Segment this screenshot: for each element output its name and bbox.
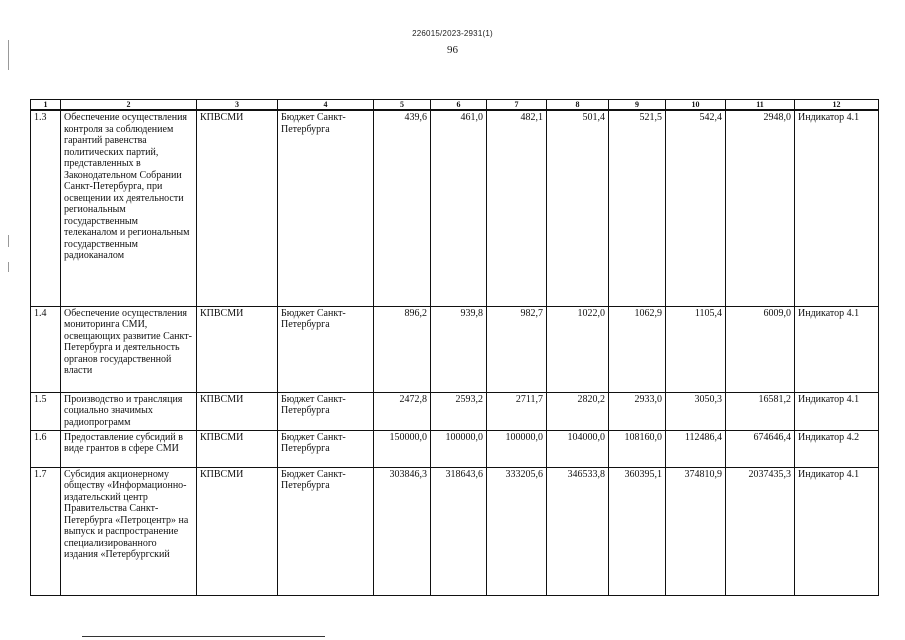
indicator: Индикатор 4.1 (795, 110, 879, 306)
budget-table (30, 99, 879, 596)
funding-value: 2472,8 (374, 392, 431, 430)
indicator: Индикатор 4.2 (795, 430, 879, 467)
funding-value: 2820,2 (547, 392, 609, 430)
funding-value: 150000,0 (374, 430, 431, 467)
funding-value: 501,4 (547, 110, 609, 306)
funding-value: 2711,7 (487, 392, 547, 430)
column-number: 11 (726, 100, 795, 111)
funding-value: 333205,6 (487, 467, 547, 595)
funding-source: Бюджет Санкт-Петербурга (278, 110, 374, 306)
table-row (31, 392, 879, 430)
activity-name: Субсидия акционерному обществу «Информационно-издательский центр Правительства Санкт-Петербурга «Петроцентр» на выпуск и распространение специализированного издания «Петербургский (61, 467, 197, 595)
funding-source: Бюджет Санкт-Петербурга (278, 467, 374, 595)
funding-value: 439,6 (374, 110, 431, 306)
row-index: 1.7 (31, 467, 61, 595)
funding-value: 982,7 (487, 306, 547, 392)
funding-source: Бюджет Санкт-Петербурга (278, 430, 374, 467)
funding-value: 1022,0 (547, 306, 609, 392)
funding-value: 346533,8 (547, 467, 609, 595)
funding-source: Бюджет Санкт-Петербурга (278, 392, 374, 430)
funding-value: 360395,1 (609, 467, 666, 595)
row-index: 1.6 (31, 430, 61, 467)
funding-value: 461,0 (431, 110, 487, 306)
funding-value: 100000,0 (431, 430, 487, 467)
indicator: Индикатор 4.1 (795, 467, 879, 595)
funding-value: 2948,0 (726, 110, 795, 306)
column-number: 6 (431, 100, 487, 111)
row-index: 1.5 (31, 392, 61, 430)
funding-value: 1105,4 (666, 306, 726, 392)
scan-mark (8, 262, 9, 272)
scan-mark (8, 40, 9, 70)
table-row (31, 430, 879, 467)
funding-value: 108160,0 (609, 430, 666, 467)
column-number: 3 (197, 100, 278, 111)
column-number: 9 (609, 100, 666, 111)
funding-value: 303846,3 (374, 467, 431, 595)
activity-name: Производство и трансляция социально значимых радиопрограмм (61, 392, 197, 430)
funding-value: 104000,0 (547, 430, 609, 467)
funding-value: 674646,4 (726, 430, 795, 467)
indicator: Индикатор 4.1 (795, 392, 879, 430)
column-number: 10 (666, 100, 726, 111)
funding-value: 542,4 (666, 110, 726, 306)
funding-value: 318643,6 (431, 467, 487, 595)
column-number: 12 (795, 100, 879, 111)
executor: КПВСМИ (197, 467, 278, 595)
column-number-row (31, 100, 879, 111)
funding-value: 100000,0 (487, 430, 547, 467)
funding-value: 3050,3 (666, 392, 726, 430)
indicator: Индикатор 4.1 (795, 306, 879, 392)
scan-mark (8, 235, 9, 247)
funding-value: 521,5 (609, 110, 666, 306)
row-index: 1.4 (31, 306, 61, 392)
funding-value: 2593,2 (431, 392, 487, 430)
row-index: 1.3 (31, 110, 61, 306)
column-number: 4 (278, 100, 374, 111)
footer-rule (82, 636, 325, 637)
executor: КПВСМИ (197, 430, 278, 467)
funding-value: 374810,9 (666, 467, 726, 595)
funding-value: 2037435,3 (726, 467, 795, 595)
funding-value: 6009,0 (726, 306, 795, 392)
activity-name: Обеспечение осуществления мониторинга СМИ, освещающих развитие Санкт-Петербурга и деятельность органов государственной власти (61, 306, 197, 392)
executor: КПВСМИ (197, 306, 278, 392)
funding-value: 939,8 (431, 306, 487, 392)
funding-value: 2933,0 (609, 392, 666, 430)
activity-name: Предоставление субсидий в виде грантов в сфере СМИ (61, 430, 197, 467)
column-number: 1 (31, 100, 61, 111)
executor: КПВСМИ (197, 392, 278, 430)
executor: КПВСМИ (197, 110, 278, 306)
funding-value: 1062,9 (609, 306, 666, 392)
funding-value: 112486,4 (666, 430, 726, 467)
column-number: 5 (374, 100, 431, 111)
funding-source: Бюджет Санкт-Петербурга (278, 306, 374, 392)
table-row (31, 110, 879, 306)
column-number: 7 (487, 100, 547, 111)
column-number: 2 (61, 100, 197, 111)
table-row (31, 306, 879, 392)
funding-value: 16581,2 (726, 392, 795, 430)
table-row (31, 467, 879, 595)
activity-name: Обеспечение осуществления контроля за соблюдением гарантий равенства политических партий, представленных в Законодательном Собрании Санкт-Петербурга, при освещении их деятельности региональным государственным телеканалом и региональным государственным радиоканалом (61, 110, 197, 306)
page-number: 96 (447, 44, 458, 56)
document-id: 226015/2023-2931(1) (412, 29, 493, 38)
column-number: 8 (547, 100, 609, 111)
funding-value: 896,2 (374, 306, 431, 392)
funding-value: 482,1 (487, 110, 547, 306)
